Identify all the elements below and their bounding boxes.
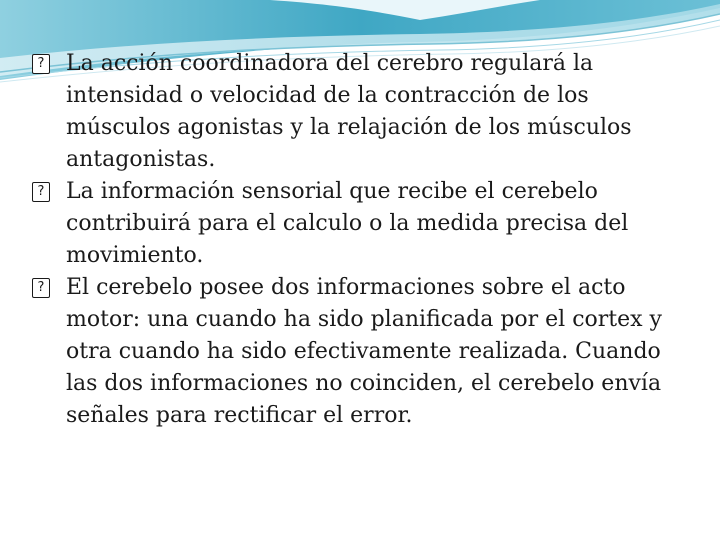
bullet-item-3 [32, 272, 692, 432]
bullet-text-2: La información sensorial que recibe el cerebelo contribuirá para el calculo o la medida precisa del movimiento. [66, 179, 629, 268]
replacement-character-icon: ? [32, 54, 50, 74]
bullet-text-3: El cerebelo posee dos informaciones sobre el acto motor: una cuando ha sido planificada por el cortex y otra cuando ha sido efectivamente realizada. Cuando las dos informaciones no coinciden, el cerebelo envía señales para rectificar el error. [66, 275, 662, 428]
bullet-text-1: La acción coordinadora del cerebro regulará la intensidad o velocidad de la contracción de los músculos agonistas y la relajación de los músculos antagonistas. [66, 51, 632, 172]
bullet-item-2 [32, 176, 692, 272]
replacement-character-icon: ? [32, 278, 50, 298]
bullet-list [32, 48, 692, 432]
replacement-character-icon: ? [32, 182, 50, 202]
bullet-item-1 [32, 48, 692, 176]
